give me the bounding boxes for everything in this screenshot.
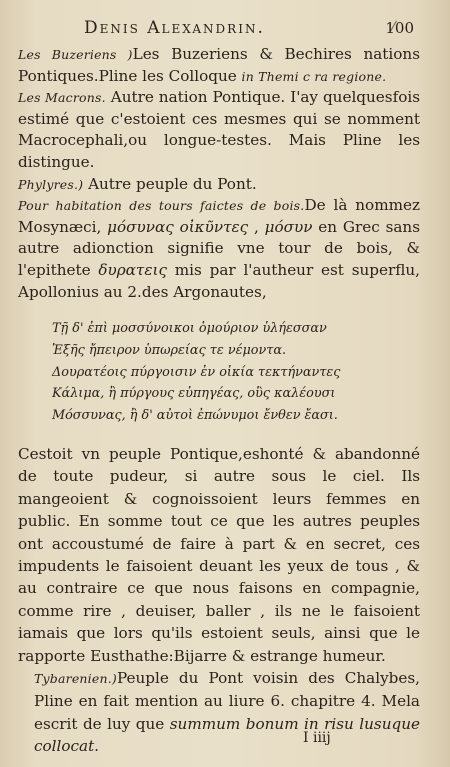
greek-word: μόσυν	[264, 217, 313, 236]
entry-habitation	[18, 195, 420, 303]
marginal-note: Les Buzeriens )	[18, 47, 133, 62]
greek-verse: Δουρατέοις πύργοισιν ἐν οἰκία τεκτήναντες	[52, 364, 341, 380]
running-title: Denis Alexandrin.	[84, 18, 265, 38]
main-text	[18, 44, 420, 303]
entry-text: en Grec sans autre adionction signifie vne tour de bois, & l'epithete	[18, 217, 421, 279]
entry-text: ,	[248, 217, 265, 236]
greek-verse: Ἐξῆς ἤπειρον ὑπωρείας τε νέμοντα.	[52, 342, 287, 358]
entry-macrons	[18, 87, 420, 173]
marginal-note: Les Macrons.	[18, 90, 106, 106]
entry-phylyres	[18, 174, 420, 196]
entry-italic: in Themi c ra regione.	[241, 68, 387, 84]
greek-verse: Τῇ δ' ἐπὶ μοσσύνοικοι ὁμούριον ὑλήεσσαν	[52, 321, 327, 336]
commentary-paragraph: Cestoit vn peuple Pontique,eshonté & abandonné de toute pudeur, si autre sous le ciel. Ils mangeoient & cognoissoient leurs femmes en public. En somme tout ce que les autres peuples ont accoustumé de faire à part & en secret, ces impudents le faisoient deuant les yeux de tous , & au contraire ce que nous faisons en compagnie, comme rire , deuiser, baller , ils ne le faisoient iamais que lors qu'ils estoient seuls, ainsi que le rapporte Eusthathe:Bijarre & estrange humeur.	[18, 445, 420, 665]
commentary-text	[18, 443, 420, 758]
greek-word: μόσυνας οἰκῦντες	[107, 217, 249, 236]
entry-text: Peuple du Pont voisin des Chalybes, Pline en fait mention au liure 6. chapitre 4. Mela escrit de luy que	[34, 669, 420, 733]
page-number: 100	[385, 19, 414, 37]
latin-quote: summum bonum in risu lusuque collocat.	[34, 714, 420, 756]
entry-text: Les Buzeriens & Bechires nations Pontiques.Pline les Colloque	[18, 45, 420, 85]
page-header	[84, 18, 414, 44]
signature-mark: I iiij	[303, 730, 331, 746]
entry-text: De là nommez Mosynæci,	[18, 196, 420, 236]
marginal-note: Pour habitation des tours faictes de bois.	[18, 198, 305, 214]
entry-buzeriens	[18, 44, 420, 87]
marginal-note: Tybarenien.)	[34, 671, 117, 687]
entry-tybarenien	[18, 667, 420, 758]
marginal-note: Phylyres.)	[18, 176, 84, 192]
greek-quotation	[52, 318, 372, 427]
greek-word: δυρατεις	[98, 260, 167, 279]
entry-text: Autre peuple du Pont.	[88, 174, 257, 193]
greek-verse: Κάλιμα, ἢ πύργους εὐπηγέας, οὓς καλέουσι	[52, 386, 336, 402]
entry-text: mis par l'autheur est superflu, Apollonius au 2.des Argonautes,	[18, 260, 420, 301]
entry-text: Autre nation Pontique. I'ay quelquesfois estimé que c'estoient ces mesmes qui se nomment Macrocephali,ou longue-testes. Mais Pline les distingue.	[18, 88, 420, 171]
greek-verse: Μόσσυνας, ἢ δ' αὐτοὶ ἐπώνυμοι ἔνθεν ἔασι.	[52, 408, 338, 424]
